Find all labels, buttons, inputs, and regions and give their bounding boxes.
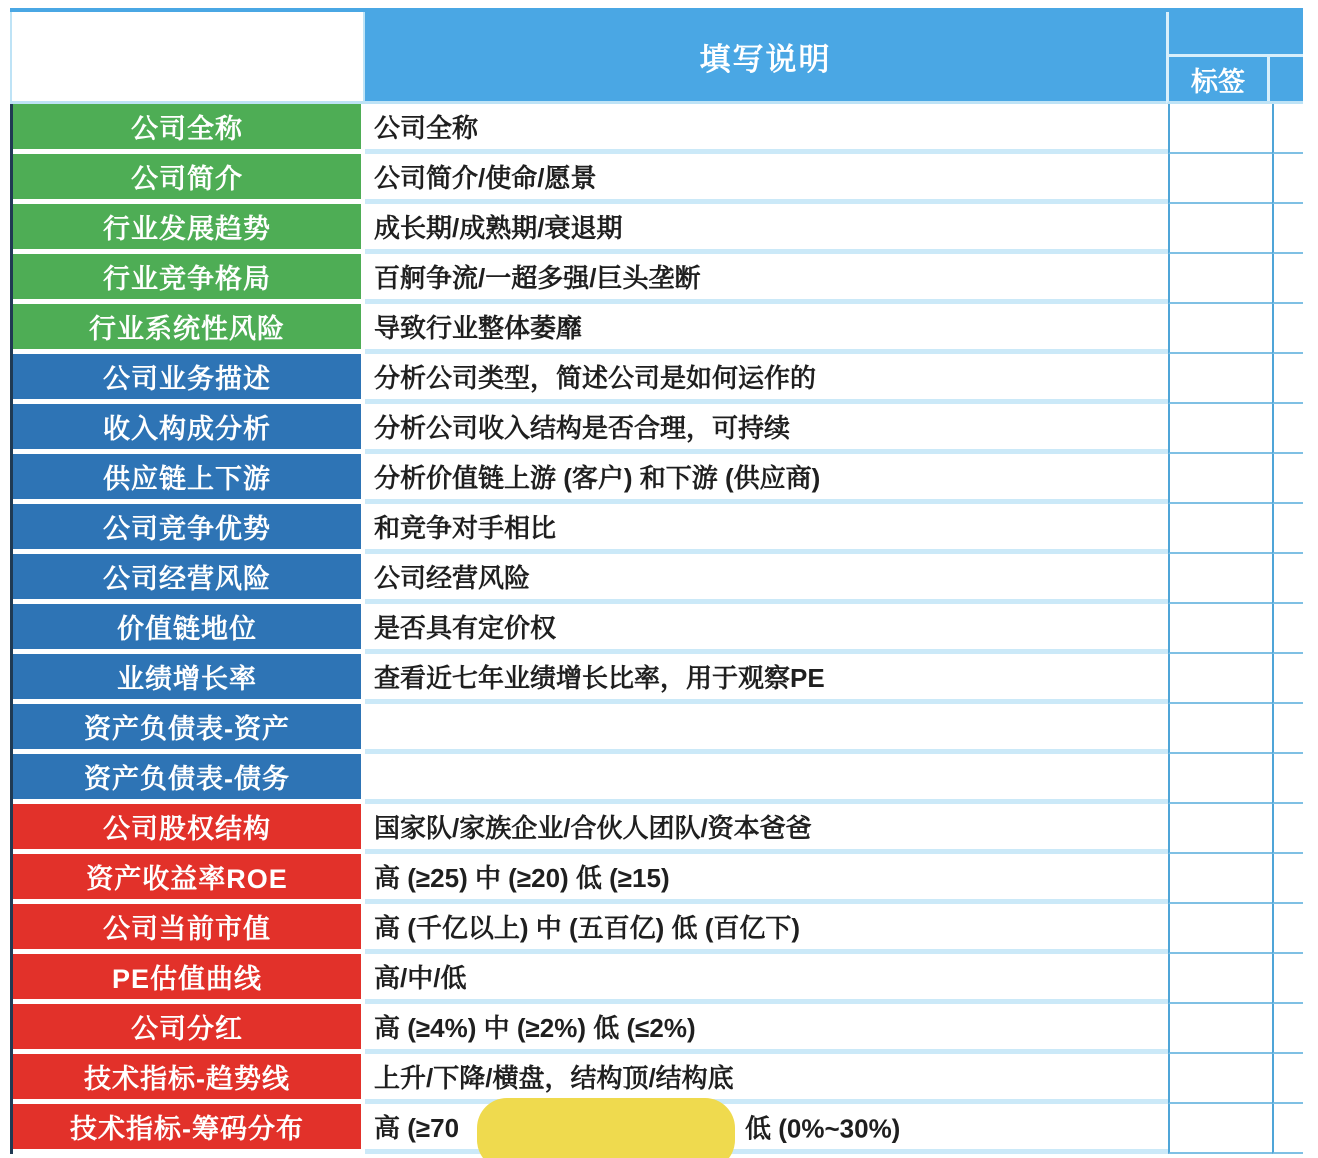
row-extra-cell[interactable] [1272, 904, 1303, 954]
row-tag-cell[interactable] [1168, 604, 1272, 654]
row-label-cell[interactable]: PE估值曲线 [13, 954, 365, 1004]
tag-column-header[interactable]: 标签 [1169, 57, 1270, 101]
row-description-cell[interactable]: 百舸争流/一超多强/巨头垄断 [365, 254, 1168, 304]
row-description-cell[interactable]: 和竞争对手相比 [365, 504, 1168, 554]
row-extra-cell[interactable] [1272, 704, 1303, 754]
right-header-empty-cell[interactable] [1169, 12, 1303, 57]
row-tag-cell[interactable] [1168, 904, 1272, 954]
row-tag-cell[interactable] [1168, 154, 1272, 204]
table-header-row [10, 12, 1303, 104]
row-label-cell[interactable]: 供应链上下游 [13, 454, 365, 504]
table-row [13, 1054, 1303, 1104]
row-label-cell[interactable]: 价值链地位 [13, 604, 365, 654]
row-tag-cell[interactable] [1168, 204, 1272, 254]
row-tag-cell[interactable] [1168, 1004, 1272, 1054]
right-header-group [1166, 12, 1303, 104]
row-extra-cell[interactable] [1272, 254, 1303, 304]
row-label-cell[interactable]: 技术指标-趋势线 [13, 1054, 365, 1104]
table-row [13, 604, 1303, 654]
row-label-cell[interactable]: 资产负债表-资产 [13, 704, 365, 754]
row-description-cell[interactable]: 高 (≥25) 中 (≥20) 低 (≥15) [365, 854, 1168, 904]
row-description-cell[interactable]: 公司简介/使命/愿景 [365, 154, 1168, 204]
table-row [13, 654, 1303, 704]
row-description-cell[interactable]: 查看近七年业绩增长比率，用于观察PE [365, 654, 1168, 704]
row-extra-cell[interactable] [1272, 1104, 1303, 1154]
row-tag-cell[interactable] [1168, 554, 1272, 604]
row-extra-cell[interactable] [1272, 304, 1303, 354]
table-row [13, 354, 1303, 404]
row-extra-cell[interactable] [1272, 1004, 1303, 1054]
row-label-cell[interactable]: 公司全称 [13, 104, 365, 154]
row-extra-cell[interactable] [1272, 354, 1303, 404]
row-extra-cell[interactable] [1272, 754, 1303, 804]
row-extra-cell[interactable] [1272, 204, 1303, 254]
table-row [13, 454, 1303, 504]
description-prefix: 高 (≥70 [374, 1113, 460, 1143]
table-body [10, 104, 1303, 1154]
row-tag-cell[interactable] [1168, 754, 1272, 804]
extra-column-header[interactable] [1270, 57, 1303, 101]
row-tag-cell[interactable] [1168, 654, 1272, 704]
table-row [13, 154, 1303, 204]
highlight-blob [477, 1098, 735, 1158]
row-extra-cell[interactable] [1272, 954, 1303, 1004]
table-row [13, 804, 1303, 854]
row-extra-cell[interactable] [1272, 504, 1303, 554]
row-label-cell[interactable]: 公司股权结构 [13, 804, 365, 854]
row-label-cell[interactable]: 行业竞争格局 [13, 254, 365, 304]
row-label-cell[interactable]: 业绩增长率 [13, 654, 365, 704]
row-description-cell[interactable]: 成长期/成熟期/衰退期 [365, 204, 1168, 254]
row-label-cell[interactable]: 公司业务描述 [13, 354, 365, 404]
row-description-cell[interactable]: 上升/下降/横盘，结构顶/结构底 [365, 1054, 1168, 1104]
row-description-cell[interactable]: 导致行业整体萎靡 [365, 304, 1168, 354]
table-row [13, 504, 1303, 554]
row-extra-cell[interactable] [1272, 604, 1303, 654]
row-description-cell[interactable]: 分析公司收入结构是否合理，可持续 [365, 404, 1168, 454]
table-row [13, 1004, 1303, 1054]
row-label-cell[interactable]: 公司分红 [13, 1004, 365, 1054]
table-row [13, 204, 1303, 254]
row-extra-cell[interactable] [1272, 1054, 1303, 1104]
row-label-cell[interactable]: 收入构成分析 [13, 404, 365, 454]
row-tag-cell[interactable] [1168, 304, 1272, 354]
row-description-cell[interactable]: 国家队/家族企业/合伙人团队/资本爸爸 [365, 804, 1168, 854]
table-row [13, 704, 1303, 754]
row-label-cell[interactable]: 资产收益率ROE [13, 854, 365, 904]
analysis-table [10, 8, 1303, 1154]
row-description-cell[interactable]: 高/中/低 [365, 954, 1168, 1004]
row-tag-cell[interactable] [1168, 1054, 1272, 1104]
right-header-subrow [1169, 57, 1303, 101]
table-row [13, 104, 1303, 154]
table-row [13, 954, 1303, 1004]
description-suffix: 低 (0%~30%) [745, 1113, 901, 1143]
row-description-cell[interactable]: 高 (千亿以上) 中 (五百亿) 低 (百亿下) [365, 904, 1168, 954]
row-description-cell[interactable]: 高 (≥4%) 中 (≥2%) 低 (≤2%) [365, 1004, 1168, 1054]
row-description-cell[interactable]: 公司全称 [365, 104, 1168, 154]
row-extra-cell[interactable] [1272, 154, 1303, 204]
table-row [13, 904, 1303, 954]
row-label-cell[interactable]: 行业发展趋势 [13, 204, 365, 254]
row-label-cell[interactable]: 行业系统性风险 [13, 304, 365, 354]
description-column-header[interactable]: 填写说明 [365, 12, 1166, 104]
row-tag-cell[interactable] [1168, 104, 1272, 154]
table-row [13, 404, 1303, 454]
row-tag-cell[interactable] [1168, 354, 1272, 404]
corner-cell[interactable] [10, 12, 365, 104]
row-label-cell[interactable]: 公司当前市值 [13, 904, 365, 954]
row-tag-cell[interactable] [1168, 404, 1272, 454]
row-extra-cell[interactable] [1272, 104, 1303, 154]
table-row [13, 854, 1303, 904]
row-tag-cell[interactable] [1168, 254, 1272, 304]
row-label-cell[interactable]: 公司简介 [13, 154, 365, 204]
row-extra-cell[interactable] [1272, 854, 1303, 904]
row-extra-cell[interactable] [1272, 654, 1303, 704]
row-tag-cell[interactable] [1168, 1104, 1272, 1154]
row-label-cell[interactable]: 公司竞争优势 [13, 504, 365, 554]
row-extra-cell[interactable] [1272, 804, 1303, 854]
row-tag-cell[interactable] [1168, 504, 1272, 554]
row-description-cell[interactable] [365, 704, 1168, 754]
row-label-cell[interactable]: 资产负债表-债务 [13, 754, 365, 804]
row-tag-cell[interactable] [1168, 454, 1272, 504]
row-description-cell[interactable]: 是否具有定价权 [365, 604, 1168, 654]
table-row [13, 554, 1303, 604]
row-description-cell[interactable] [365, 754, 1168, 804]
row-description-cell[interactable]: 分析价值链上游 (客户) 和下游 (供应商) [365, 454, 1168, 504]
row-extra-cell[interactable] [1272, 404, 1303, 454]
row-extra-cell[interactable] [1272, 454, 1303, 504]
row-tag-cell[interactable] [1168, 704, 1272, 754]
row-description-cell[interactable]: 公司经营风险 [365, 554, 1168, 604]
row-tag-cell[interactable] [1168, 854, 1272, 904]
row-label-cell[interactable]: 公司经营风险 [13, 554, 365, 604]
table-row [13, 754, 1303, 804]
row-extra-cell[interactable] [1272, 554, 1303, 604]
table-row [13, 304, 1303, 354]
row-tag-cell[interactable] [1168, 954, 1272, 1004]
row-description-cell[interactable]: 分析公司类型，简述公司是如何运作的 [365, 354, 1168, 404]
table-row [13, 254, 1303, 304]
row-label-cell[interactable]: 技术指标-筹码分布 [13, 1104, 365, 1154]
row-tag-cell[interactable] [1168, 804, 1272, 854]
